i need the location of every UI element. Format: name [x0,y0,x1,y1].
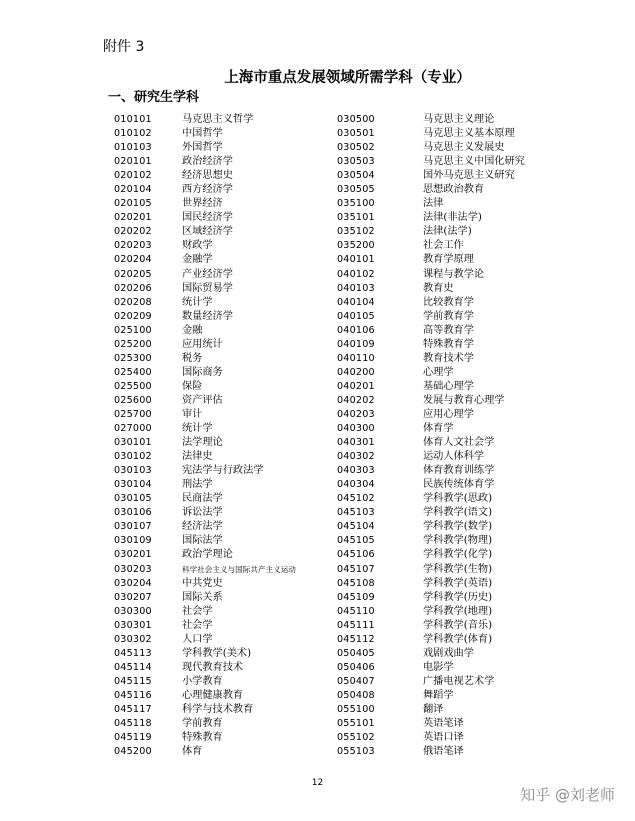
list-item [114,717,296,731]
list-item [114,155,296,169]
subject-name: 马克思主义基本原理 [423,128,515,140]
subject-code: 040300 [337,423,375,435]
subject-name: 戏剧戏曲学 [423,647,474,659]
list-item [337,619,525,633]
subject-code: 050405 [337,647,375,659]
subject-code: 045117 [114,703,152,715]
subject-name: 教育学原理 [423,254,474,266]
subject-code: 020204 [114,254,152,266]
list-item [114,492,296,506]
list-item [337,155,525,169]
list-item [337,268,525,282]
subject-code: 045109 [337,591,375,603]
subject-name: 统计学 [182,296,213,308]
subject-name: 产业经济学 [182,268,233,280]
list-item [337,211,525,225]
subject-code: 030505 [337,184,375,196]
subject-name: 学科教学(数学) [423,521,493,533]
subject-name: 学科教学(生物) [423,563,493,575]
subject-code: 020101 [114,156,152,168]
subject-code: 025400 [114,366,152,378]
list-item [114,577,296,591]
subject-name: 保险 [182,380,203,392]
list-item [114,253,296,267]
subject-name: 思想政治教育 [423,184,485,196]
subject-code: 010103 [114,142,152,154]
subject-code: 020206 [114,282,152,294]
subject-code: 030504 [337,170,375,182]
subject-code: 045111 [337,619,375,631]
right-column [337,113,525,759]
list-item [114,647,296,661]
subject-code: 030300 [114,605,152,617]
list-item [337,563,525,577]
subject-code: 030204 [114,577,152,589]
subject-code: 045102 [337,493,375,505]
subject-code: 035101 [337,212,375,224]
list-item [337,605,525,619]
list-item [337,492,525,506]
subject-name: 现代教育技术 [182,661,244,673]
subject-code: 035100 [337,198,375,210]
subject-name: 宪法学与行政法学 [182,465,264,477]
list-item [337,380,525,394]
list-item [337,239,525,253]
list-item [114,661,296,675]
subject-code: 030302 [114,633,152,645]
subject-code: 025300 [114,352,152,364]
subject-name: 世界经济 [182,198,223,210]
list-item [114,534,296,548]
subject-name: 马克思主义哲学 [182,114,254,125]
subject-code: 045107 [337,563,375,575]
subject-name: 学科教学(历史) [423,591,493,603]
list-item [114,141,296,155]
subject-name: 教育史 [423,282,454,294]
subject-name: 社会学 [182,605,213,617]
subject-code: 040110 [337,352,375,364]
subject-name: 基础心理学 [423,380,474,392]
subject-name: 学科教学(美术) [182,647,252,659]
subject-code: 030104 [114,479,152,491]
list-item [337,506,525,520]
list-item [337,647,525,661]
subject-code: 025200 [114,338,152,350]
list-item [114,394,296,408]
subject-code: 030503 [337,156,375,168]
list-item [114,478,296,492]
list-item [114,563,296,577]
list-item [337,591,525,605]
annex-label: 附件 3 [103,39,145,55]
subject-name: 人口学 [182,633,213,645]
subject-code: 030301 [114,619,152,631]
subject-code: 030105 [114,493,152,505]
list-item [114,366,296,380]
subject-name: 外国哲学 [182,142,223,154]
subject-name: 经济思想史 [182,170,233,182]
subject-name: 学前教育学 [423,310,474,322]
subject-name: 社会学 [182,619,213,631]
subject-code: 040109 [337,338,375,350]
subject-code: 050408 [337,689,375,701]
subject-code: 045104 [337,521,375,533]
subject-name: 学科教学(英语) [423,577,493,589]
list-item [337,689,525,703]
list-item [114,183,296,197]
subject-code: 027000 [114,423,152,435]
subject-name: 国际法学 [182,535,223,547]
list-item [337,534,525,548]
subject-name: 国外马克思主义研究 [423,170,515,182]
subject-name: 审计 [182,408,203,420]
document-title: 上海市重点发展领域所需学科（专业） [224,70,471,86]
list-item [114,169,296,183]
subject-code: 030502 [337,142,375,154]
list-item [114,380,296,394]
subject-name: 马克思主义中国化研究 [423,156,525,168]
subject-name: 法律(非法学) [423,212,482,224]
section-heading: 一、研究生学科 [108,90,200,105]
subject-code: 040201 [337,380,375,392]
subject-code: 045114 [114,661,152,673]
subject-code: 020105 [114,198,152,210]
subject-name: 政治经济学 [182,156,233,168]
subject-code: 035102 [337,226,375,238]
subject-name: 法律 [423,198,444,210]
list-item [337,113,525,127]
list-item [114,619,296,633]
subject-name: 电影学 [423,661,454,673]
list-item [114,422,296,436]
subject-code: 020203 [114,240,152,252]
subject-name: 法学理论 [182,437,223,449]
subject-code: 020208 [114,296,152,308]
list-item [114,282,296,296]
list-item [337,225,525,239]
list-item [114,745,296,759]
subject-code: 040102 [337,268,375,280]
list-item [114,548,296,562]
subject-name: 民商法学 [182,493,223,505]
list-item [114,506,296,520]
subject-name: 科学与技术教育 [182,703,254,715]
subject-code: 045105 [337,535,375,547]
list-item [114,591,296,605]
subject-name: 俄语笔译 [423,746,464,758]
subject-name: 小学教育 [182,675,223,687]
subject-name: 经济法学 [182,521,223,533]
subject-name: 马克思主义发展史 [423,142,505,154]
subject-code: 035200 [337,240,375,252]
subject-code: 010101 [114,114,152,125]
subject-code: 055102 [337,732,375,744]
subject-code: 055101 [337,718,375,730]
list-item [337,338,525,352]
list-item [114,464,296,478]
subject-name: 国际贸易学 [182,282,233,294]
subject-name: 区域经济学 [182,226,233,238]
subject-name: 教育技术学 [423,352,474,364]
subject-name: 国际商务 [182,366,223,378]
subject-name: 刑法学 [182,479,213,491]
subject-code: 020209 [114,310,152,322]
list-item [337,450,525,464]
subject-name: 体育教育训练学 [423,465,495,477]
subject-code: 025500 [114,380,152,392]
subject-name: 高等教育学 [423,324,474,336]
subject-name: 西方经济学 [182,184,233,196]
subject-name: 马克思主义理论 [423,114,495,125]
subject-name: 舞蹈学 [423,689,454,701]
list-item [337,675,525,689]
subject-name: 特殊教育 [182,732,223,744]
subject-name: 翻译 [423,703,444,715]
subject-name: 资产评估 [182,394,223,406]
subject-name: 英语笔译 [423,718,464,730]
subject-code: 040203 [337,408,375,420]
list-item [337,436,525,450]
subject-code: 040104 [337,296,375,308]
list-item [337,282,525,296]
list-item [114,731,296,745]
subject-name: 学科教学(物理) [423,535,493,547]
list-item [114,675,296,689]
list-item [337,548,525,562]
subject-name: 民族传统体育学 [423,479,495,491]
subject-code: 030102 [114,451,152,463]
subject-code: 045200 [114,746,152,758]
list-item [337,324,525,338]
subject-name: 心理健康教育 [182,689,244,701]
list-item [114,408,296,422]
subject-name: 体育人文社会学 [423,437,495,449]
subject-name: 政治学理论 [182,549,233,561]
subject-code: 030109 [114,535,152,547]
subject-name: 学科教学(化学) [423,549,493,561]
list-item [114,436,296,450]
subject-code: 020201 [114,212,152,224]
subject-code: 045119 [114,732,152,744]
list-item [337,577,525,591]
list-item [337,169,525,183]
subject-code: 040103 [337,282,375,294]
list-item [337,352,525,366]
list-item [337,478,525,492]
subject-name: 数量经济学 [182,310,233,322]
subject-code: 030501 [337,128,375,140]
subject-name: 国际关系 [182,591,223,603]
page-number: 12 [311,778,324,788]
list-item [337,197,525,211]
subject-code: 040200 [337,366,375,378]
subject-code: 055103 [337,746,375,758]
subject-code: 030500 [337,114,375,125]
subject-name: 特殊教育学 [423,338,474,350]
list-item [337,253,525,267]
subject-code: 030101 [114,437,152,449]
list-item [337,661,525,675]
subject-name: 比较教育学 [423,296,474,308]
list-item [114,225,296,239]
list-item [114,689,296,703]
subject-code: 030103 [114,465,152,477]
subject-name: 广播电视艺术学 [423,675,495,687]
subject-name: 统计学 [182,423,213,435]
subject-code: 020205 [114,268,152,280]
subject-code: 045118 [114,718,152,730]
subject-name: 应用心理学 [423,408,474,420]
list-item [337,127,525,141]
subject-code: 030107 [114,521,152,533]
subject-code: 020202 [114,226,152,238]
left-column [114,113,296,759]
list-item [114,239,296,253]
subject-code: 030203 [114,563,152,575]
subject-code: 030201 [114,549,152,561]
subject-code: 040301 [337,437,375,449]
list-item [114,127,296,141]
subject-code: 055100 [337,703,375,715]
subject-name: 金融 [182,324,203,336]
subject-name: 金融学 [182,254,213,266]
subject-name: 学科教学(语文) [423,507,493,519]
list-item [114,352,296,366]
list-item [337,520,525,534]
subject-code: 045103 [337,507,375,519]
subject-name: 体育学 [423,423,454,435]
list-item [114,211,296,225]
list-item [337,731,525,745]
list-item [114,338,296,352]
subject-code: 025600 [114,394,152,406]
subject-name: 应用统计 [182,338,223,350]
subject-code: 040105 [337,310,375,322]
subject-code: 045106 [337,549,375,561]
subject-name: 法律史 [182,451,213,463]
subject-code: 040304 [337,479,375,491]
subject-code: 040101 [337,254,375,266]
list-item [114,324,296,338]
subject-name: 科学社会主义与国际共产主义运动 [182,564,296,574]
subject-name: 学前教育 [182,718,223,730]
list-item [114,520,296,534]
subject-code: 040202 [337,394,375,406]
subject-name: 国民经济学 [182,212,233,224]
zhihu-watermark: 知乎 @刘老师 [520,786,615,804]
list-item [337,717,525,731]
subject-code: 040303 [337,465,375,477]
subject-code: 025100 [114,324,152,336]
list-item [114,296,296,310]
subject-name: 英语口译 [423,732,464,744]
subject-name: 学科教学(思政) [423,493,493,505]
list-item [114,113,296,127]
list-item [337,633,525,647]
list-item [337,703,525,717]
subject-name: 法律(法学) [423,226,472,238]
list-item [337,141,525,155]
subject-code: 045112 [337,633,375,645]
subject-name: 心理学 [423,366,454,378]
subject-code: 045108 [337,577,375,589]
subject-code: 025700 [114,408,152,420]
list-item [337,408,525,422]
subject-name: 课程与教学论 [423,268,485,280]
subject-name: 体育 [182,746,203,758]
list-item [337,464,525,478]
subject-code: 020104 [114,184,152,196]
subject-code: 030106 [114,507,152,519]
list-item [114,633,296,647]
list-item [337,745,525,759]
list-item [337,296,525,310]
list-item [114,450,296,464]
subject-code: 040302 [337,451,375,463]
subject-name: 学科教学(体育) [423,633,493,645]
subject-code: 030207 [114,591,152,603]
subject-name: 诉讼法学 [182,507,223,519]
subject-name: 发展与教育心理学 [423,394,505,406]
subject-name: 中共党史 [182,577,223,589]
list-item [337,422,525,436]
subject-name: 财政学 [182,240,213,252]
list-item [114,310,296,324]
subject-name: 税务 [182,352,203,364]
subject-name: 运动人体科学 [423,451,485,463]
list-item [114,197,296,211]
list-item [337,183,525,197]
subject-code: 050407 [337,675,375,687]
subject-code: 045116 [114,689,152,701]
subject-name: 学科教学(地理) [423,605,493,617]
list-item [337,394,525,408]
list-item [114,605,296,619]
subject-name: 中国哲学 [182,128,223,140]
subject-code: 010102 [114,128,152,140]
subject-code: 045113 [114,647,152,659]
subject-code: 050406 [337,661,375,673]
subject-code: 045115 [114,675,152,687]
subject-name: 学科教学(音乐) [423,619,493,631]
list-item [114,268,296,282]
subject-code: 040106 [337,324,375,336]
subject-code: 020102 [114,170,152,182]
list-item [337,310,525,324]
list-item [114,703,296,717]
subject-name: 社会工作 [423,240,464,252]
list-item [337,366,525,380]
subject-code: 045110 [337,605,375,617]
